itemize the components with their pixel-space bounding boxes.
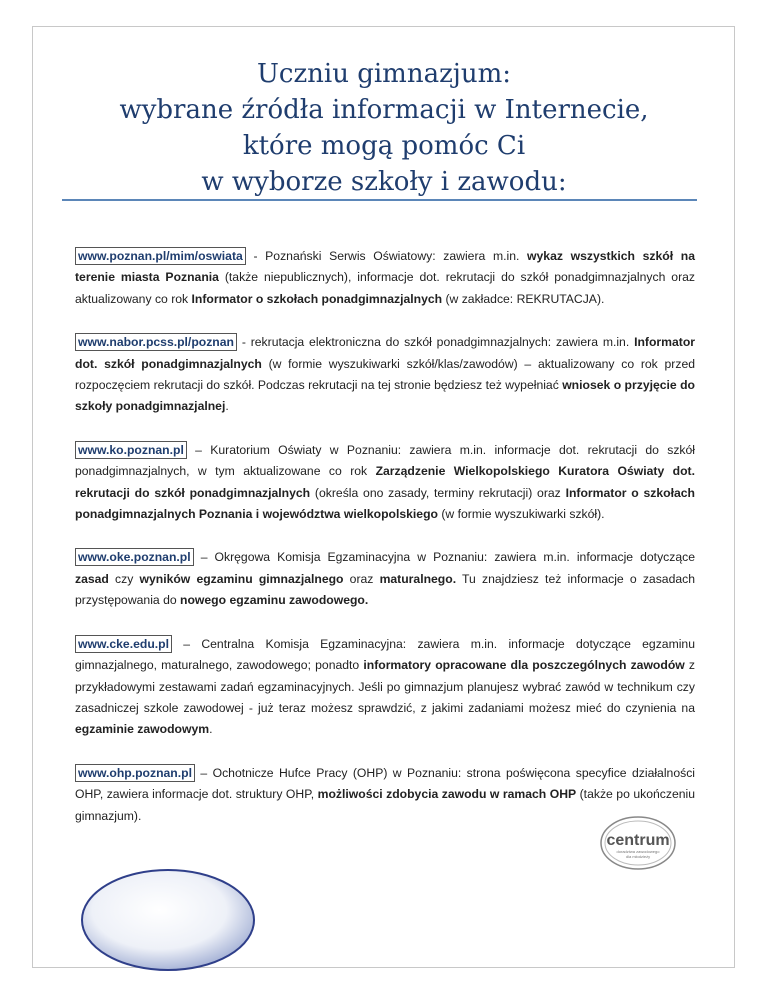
entry-cke [75, 634, 695, 741]
entry-kuratorium [75, 440, 695, 526]
entry-text-bold: wyników egzaminu gimnazjalnego [139, 571, 344, 586]
content [75, 246, 695, 849]
title-divider [62, 199, 697, 201]
title-line-1: Uczniu gimnazjum: [256, 59, 512, 89]
logo-subtitle-2: dla młodzieży [625, 854, 651, 859]
entry-text: . [209, 722, 213, 737]
entry-text: - Poznański Serwis Oświatowy: zawiera m.in. [245, 249, 528, 263]
entry-text-bold: Informator o szkołach ponadgimnazjalnych Poznania i województwa wielkopolskiego [75, 485, 695, 522]
entry-text-bold: maturalnego. [379, 571, 457, 586]
entry-text: - rekrutacja elektroniczna do szkół ponadgimnazjalnych: zawiera m.in. [236, 335, 635, 350]
page-title [60, 56, 708, 200]
link-oke[interactable]: www.oke.poznan.pl [75, 548, 194, 566]
entry-text-bold: Informator o szkołach ponadgimnazjalnych [191, 291, 443, 306]
entry-nabor [75, 332, 695, 418]
link-kuratorium[interactable]: www.ko.poznan.pl [75, 441, 187, 459]
entry-text: z przykładowymi zestawami zadań egzaminacyjnych. Jeśli po gimnazjum planujesz wybrać zawód w technikum czy zasadniczej szkole zawodowej - już teraz możesz sprawdzić, z jakimi zadaniami możesz mieć do czynienia na [75, 658, 696, 715]
entry-text-bold: możliwości zdobycia zawodu w ramach OHP [317, 787, 577, 802]
entry-text-bold: egzaminie zawodowym [75, 722, 210, 737]
entry-text-bold: Informator dot. szkół ponadgimnazjalnych [75, 335, 695, 371]
entry-text: (także po ukończeniu gimnazjum). [75, 787, 695, 823]
entry-text: – Centralna Komisja Egzaminacyjna: zawiera m.in. informacje dotyczące egzaminu gimnazjalnego, maturalnego, zawodowego; ponadto [75, 636, 695, 673]
title-line-2: wybrane źródła informacji w Internecie, [119, 95, 649, 125]
entry-text-bold: nowego egzaminu zawodowego. [180, 593, 369, 608]
entry-text-bold: Zarządzenie Wielkopolskiego Kuratora Oświaty dot. rekrutacji do szkół ponadgimnazjalnych [75, 464, 695, 500]
entry-text-bold: wykaz wszystkich szkół na terenie miasta Poznania [75, 249, 695, 285]
entry-text: (w formie wyszukiwarki szkół). [437, 507, 605, 522]
entry-poznan [75, 246, 695, 310]
entry-text: Tu znajdziesz też informacje o zasadach przystępowania do [75, 571, 695, 608]
entry-text: – Kuratorium Oświaty w Poznaniu: zawiera m.in. informacje dot. rekrutacji do szkół ponadgimnazjalnych, w tym aktualizowane co rok [75, 442, 695, 479]
entry-text: . [225, 399, 229, 414]
entry-text-bold: wniosek o przyjęcie do szkoły ponadgimnazjalnej [75, 378, 695, 414]
logo-name: centrum [606, 832, 670, 849]
entry-text: oraz [343, 571, 380, 586]
entry-text-bold: zasad [75, 571, 109, 586]
logo-subtitle-1: doradztwa zawodowego [616, 849, 660, 854]
entry-oke [75, 547, 695, 611]
decorative-ellipse [78, 862, 258, 972]
entry-text: (w zakładce: REKRUTACJA). [442, 291, 605, 306]
link-poznan[interactable]: www.poznan.pl/mim/oswiata [75, 247, 246, 265]
link-cke[interactable]: www.cke.edu.pl [75, 635, 172, 653]
title-line-4: w wyborze szkoły i zawodu: [201, 167, 567, 197]
title-line-3: które mogą pomóc Ci [242, 131, 526, 161]
entry-text: – Ochotnicze Hufce Pracy (OHP) w Poznaniu: strona poświęcona specyfice działalności OHP, zawiera informacje dot. struktury OHP, [75, 765, 695, 802]
entry-text: (także niepublicznych), informacje dot. rekrutacji do szkół ponadgimnazjalnych oraz aktualizowany co rok [75, 270, 695, 306]
entry-text: (w formie wyszukiwarki szkół/klas/zawodów) – aktualizowany co rok przed rozpoczęciem rekrutacji do szkół. Podczas rekrutacji na tej stronie będziesz też wypełniać [75, 356, 695, 393]
link-nabor[interactable]: www.nabor.pcss.pl/poznan [75, 333, 237, 351]
centrum-logo [598, 813, 678, 873]
entry-text-bold: informatory opracowane dla poszczególnych zawodów [363, 658, 685, 673]
entry-text: czy [108, 571, 140, 586]
link-ohp[interactable]: www.ohp.poznan.pl [75, 764, 195, 782]
entry-text: (określa ono zasady, terminy rekrutacji) oraz [310, 485, 566, 500]
entry-text: – Okręgowa Komisja Egzaminacyjna w Poznaniu: zawiera m.in. informacje dotyczące [193, 550, 695, 565]
